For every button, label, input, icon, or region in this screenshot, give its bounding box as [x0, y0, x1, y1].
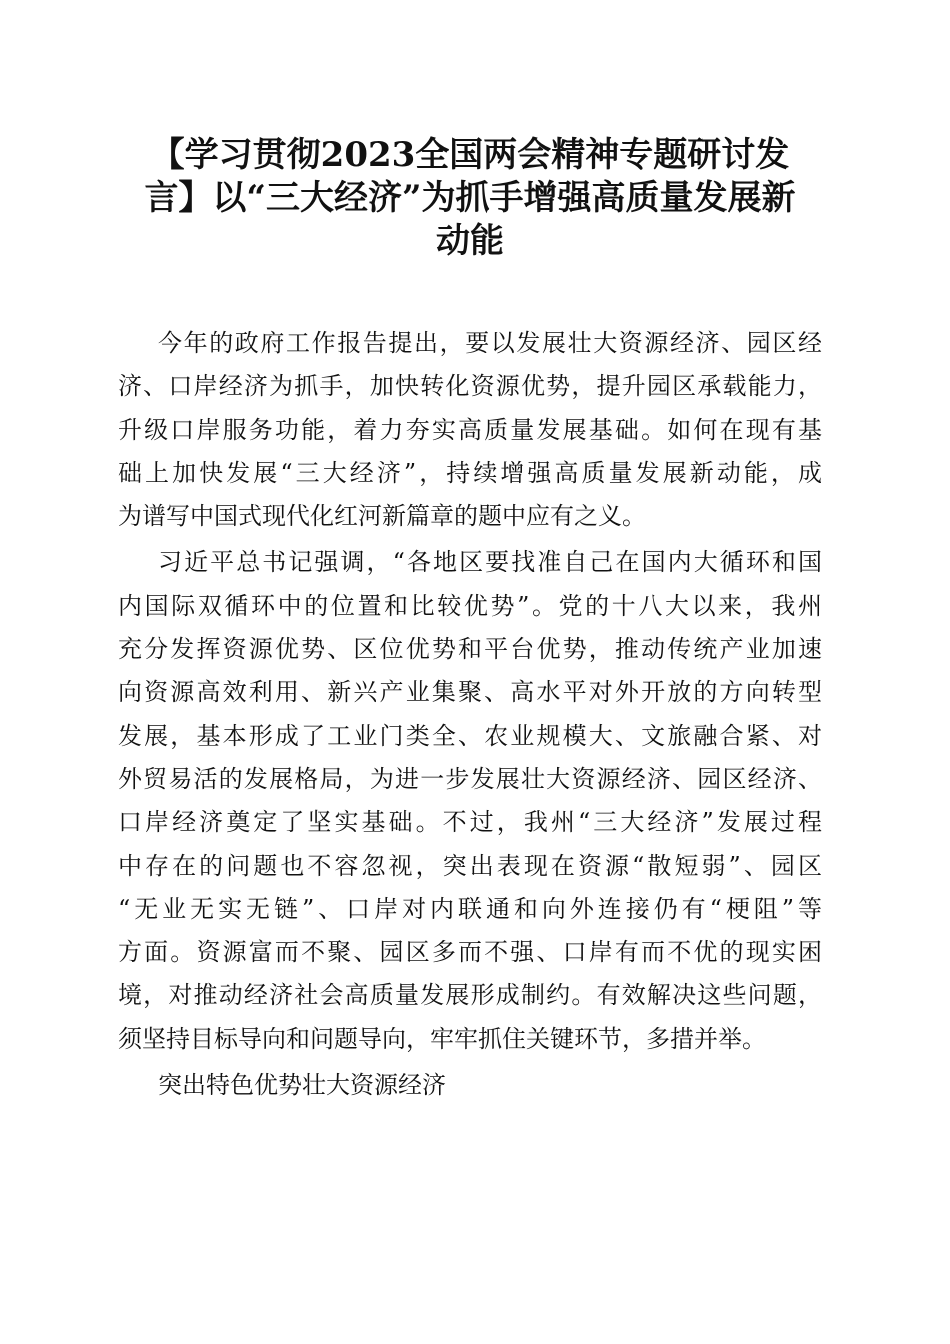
paragraph-line: “无业无实无链”、口岸对内联通和向外连接仍有“梗阻”等	[118, 894, 822, 923]
paragraph	[118, 322, 822, 538]
paragraph-line: 须坚持目标导向和问题导向，牢牢抓住关键环节，多措并举。	[118, 1024, 766, 1053]
paragraph	[118, 1064, 822, 1107]
document-title	[118, 134, 822, 263]
paragraph-line: 升级口岸服务功能，着力夯实高质量发展基础。如何在现有基	[118, 415, 822, 444]
paragraph-line: 中存在的问题也不容忽视，突出表现在资源“散短弱”、园区	[118, 851, 822, 880]
paragraph-line: 习近平总书记强调，“各地区要找准自己在国内大循环和国	[158, 548, 822, 577]
paragraph	[118, 541, 822, 1061]
paragraph-line: 充分发挥资源优势、区位优势和平台优势，推动传统产业加速	[118, 635, 822, 664]
title-line: 言】以“三大经济”为抓手增强高质量发展新	[144, 178, 796, 218]
paragraph-line: 外贸易活的发展格局，为进一步发展壮大资源经济、园区经济、	[118, 764, 822, 793]
paragraph-line: 口岸经济奠定了坚实基础。不过，我州“三大经济”发展过程	[118, 808, 822, 837]
paragraph-line: 内国际双循环中的位置和比较优势”。党的十八大以来，我州	[118, 591, 822, 620]
paragraph-line: 为谱写中国式现代化红河新篇章的题中应有之义。	[118, 502, 646, 531]
title-line: 【学习贯彻2023全国两会精神专题研讨发	[150, 135, 790, 175]
paragraph-line: 今年的政府工作报告提出，要以发展壮大资源经济、园区经	[158, 329, 822, 357]
paragraph-line: 础上加快发展“三大经济”，持续增强高质量发展新动能，成	[118, 458, 822, 487]
paragraph-line: 境，对推动经济社会高质量发展形成制约。有效解决这些问题，	[118, 981, 822, 1010]
paragraph-line: 发展，基本形成了工业门类全、农业规模大、文旅融合紧、对	[118, 721, 822, 750]
document-body	[118, 322, 822, 1110]
paragraph-line: 向资源高效利用、新兴产业集聚、高水平对外开放的方向转型	[118, 678, 822, 707]
paragraph-line: 突出特色优势壮大资源经济	[158, 1071, 446, 1100]
title-line: 动能	[436, 221, 504, 261]
paragraph-line: 方面。资源富而不聚、园区多而不强、口岸有而不优的现实困	[118, 938, 822, 967]
paragraph-line: 济、口岸经济为抓手，加快转化资源优势，提升园区承载能力，	[118, 372, 822, 401]
